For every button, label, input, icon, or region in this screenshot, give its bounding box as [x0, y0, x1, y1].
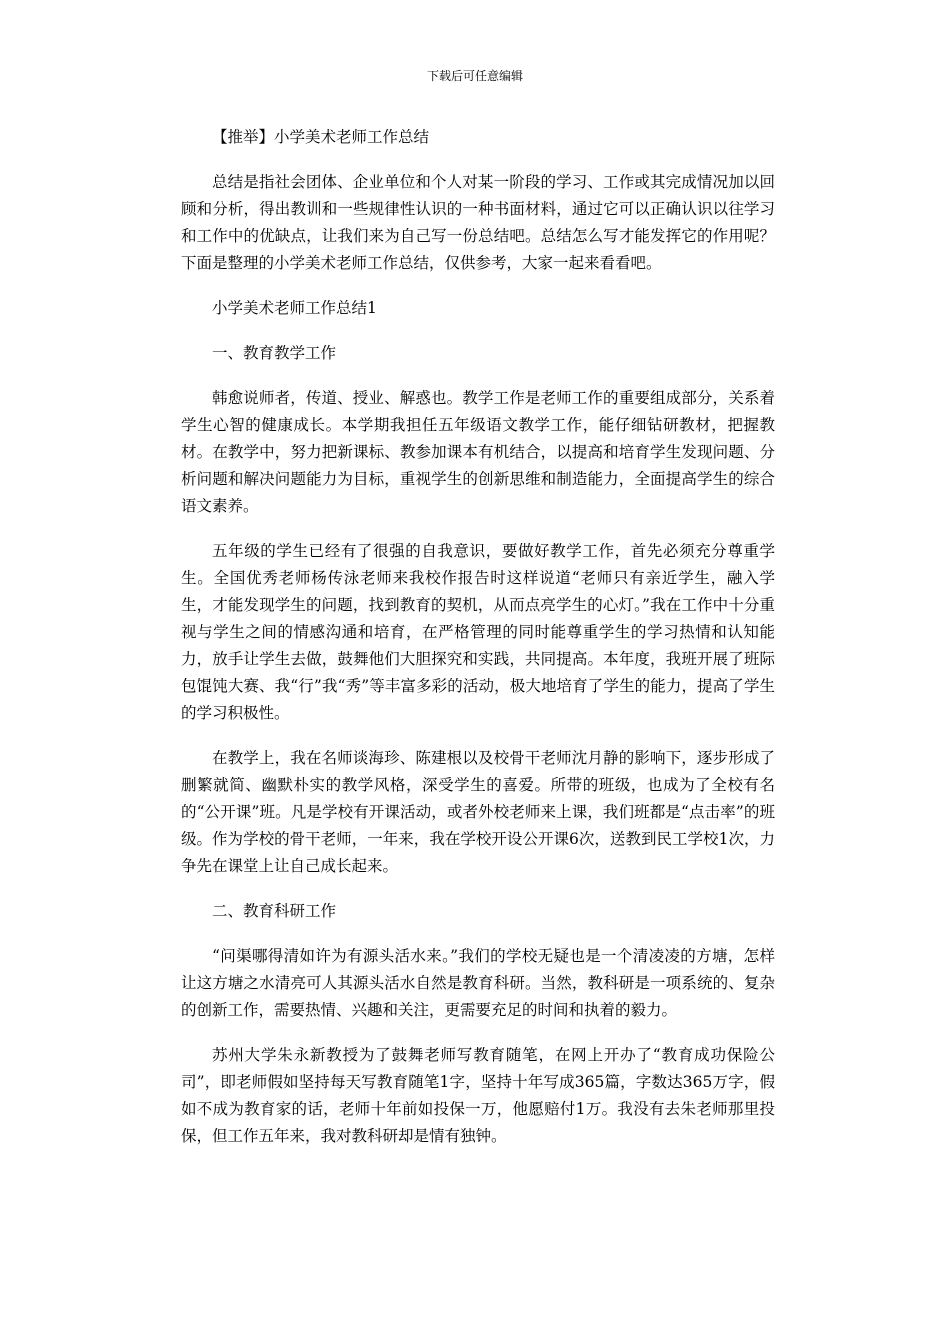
intro-paragraph: 总结是指社会团体、企业单位和个人对某一阶段的学习、工作或其完成情况加以回顾和分析，得出教训和一些规律性认识的一种书面材料，通过它可以正确认识以往学习和工作中的优缺点，让我们来为自己写一份总结吧。总结怎么写才能发挥它的作用呢？下面是整理的小学美术老师工作总结，仅供参考，大家一起来看看吧。	[181, 173, 775, 272]
paragraph: 苏州大学朱永新教授为了鼓舞老师写教育随笔，在网上开办了“教育成功保险公司”，即老师假如坚持每天写教育随笔1字，坚持十年写成365篇，字数达365万字，假如不成为教育家的话，老师十年前如投保一万，他愿赔付1万。我没有去朱老师那里投保，但工作五年来，我对教科研却是情有独钟。	[181, 1046, 775, 1145]
paragraph: “问渠哪得清如许为有源头活水来。”我们的学校无疑也是一个清凌凌的方塘，怎样让这方塘之水清亮可人其源头活水自然是教育科研。当然，教科研是一项系统的、复杂的创新工作，需要热情、兴趣和关注，更需要充足的时间和执着的毅力。	[181, 947, 775, 1019]
paragraph: 在教学上，我在名师谈海珍、陈建根以及校骨干老师沈月静的影响下，逐步形成了删繁就简、幽默朴实的教学风格，深受学生的喜爱。所带的班级，也成为了全校有名的“公开课”班。凡是学校有开课活动，或者外校老师来上课，我们班都是“点击率”的班级。作为学校的骨干老师，一年来，我在学校开设公开课6次，送教到民工学校1次，力争先在课堂上让自己成长起来。	[181, 749, 775, 875]
heading-teaching-work: 一、教育教学工作	[212, 344, 337, 362]
paragraph: 韩愈说师者，传道、授业、解惑也。教学工作是老师工作的重要组成部分，关系着学生心智的健康成长。本学期我担任五年级语文教学工作，能仔细钻研教材，把握教材。在教学中，努力把新课标、教参加课本有机结合，以提高和培育学生发现问题、分析问题和解决问题能力为目标，重视学生的创新思维和制造能力，全面提高学生的综合语文素养。	[181, 389, 775, 515]
document-body	[181, 124, 775, 1168]
heading-research-work: 二、教育科研工作	[212, 902, 337, 920]
paragraph: 五年级的学生已经有了很强的自我意识，要做好教学工作，首先必须充分尊重学生。全国优秀老师杨传泳老师来我校作报告时这样说道“老师只有亲近学生，融入学生，才能发现学生的问题，找到教育的契机，从而点亮学生的心灯。”我在工作中十分重视与学生之间的情感沟通和培育，在严格管理的同时能尊重学生的学习热情和认知能力，放手让学生去做，鼓舞他们大胆探究和实践，共同提高。本年度，我班开展了班际包馄饨大赛、我“行”我“秀”等丰富多彩的活动，极大地培育了学生的能力，提高了学生的学习积极性。	[181, 542, 775, 722]
page-header: 下载后可任意编辑	[426, 69, 523, 83]
section-title: 小学美术老师工作总结1	[212, 299, 377, 317]
document-title: 【推举】小学美术老师工作总结	[212, 128, 430, 146]
